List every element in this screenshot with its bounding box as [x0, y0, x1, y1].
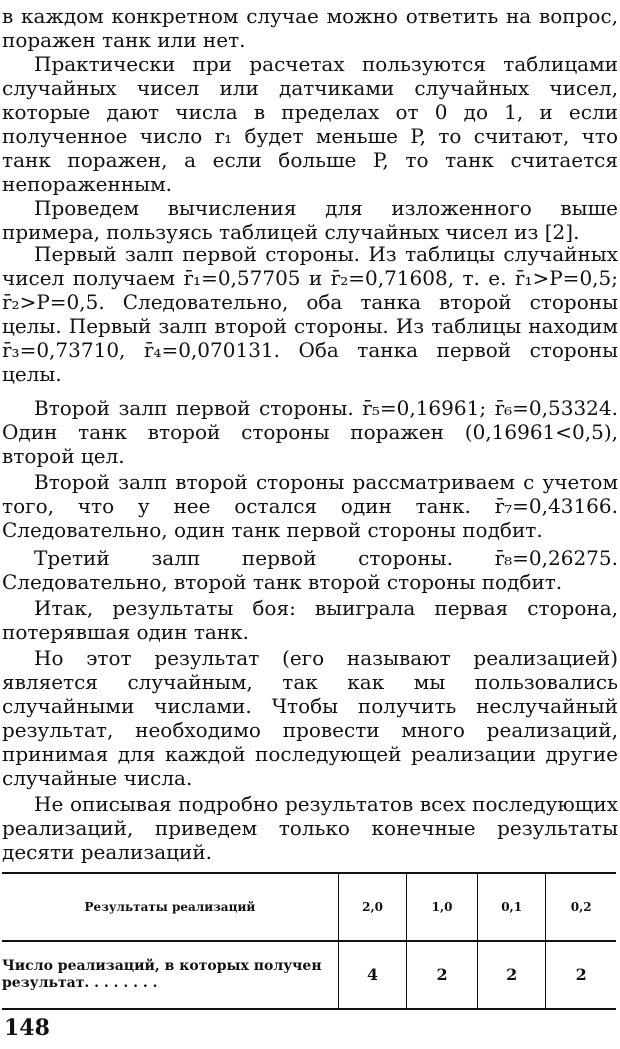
table-row	[2, 941, 616, 1009]
header-value-cell: 1,0	[407, 873, 478, 941]
header-label-cell: Результаты реализаций	[2, 873, 338, 941]
paragraph-9: Но этот результат (его называют реализацией) является случайным, так как мы пользовались случайными числами. Чтобы получить неслучайный результат, необходимо провести много реализаций, принимая для каждой последующей реализации другие случайные числа.	[2, 646, 618, 790]
row-label-cell: Число реализаций, в которых получен результат. . . . . . . .	[2, 941, 338, 1009]
results-table	[2, 872, 616, 1010]
row-value-cell: 2	[477, 941, 546, 1009]
paragraph-10: Не описывая подробно результатов всех последующих реализаций, приведем только конечные результаты десяти реализаций.	[2, 792, 618, 864]
row-value-cell: 2	[546, 941, 616, 1009]
row-value-cell: 2	[407, 941, 478, 1009]
paragraph-6: Второй залп второй стороны рассматриваем с учетом того, что у нее остался один танк. r̄₇=0,43166. Следовательно, один танк первой стороны подбит.	[2, 470, 618, 542]
paragraph-3: Проведем вычисления для изложенного выше примера, пользуясь таблицей случайных чисел из [2].	[2, 196, 618, 244]
paragraph-2: Практически при расчетах пользуются таблицами случайных чисел или датчиками случайных чисел, которые дают числа в пределах от 0 до 1, и если полученное число r₁ будет меньше P, то считают, что танк поражен, а если больше P, то танк считается непораженным.	[2, 52, 618, 196]
header-value-cell: 0,1	[477, 873, 546, 941]
paragraph-7: Третий залп первой стороны. r̄₈=0,26275. Следовательно, второй танк второй стороны подбит.	[2, 546, 618, 594]
paragraph-4: Первый залп первой стороны. Из таблицы случайных чисел получаем r̄₁=0,57705 и r̄₂=0,71608, т. е. r̄₁>P=0,5; r̄₂>P=0,5. Следовательно, оба танка второй стороны целы. Первый залп второй стороны. Из таблицы находим r̄₃=0,73710, r̄₄=0,070131. Оба танка первой стороны целы.	[2, 242, 618, 386]
page-number: 148	[4, 1015, 50, 1041]
header-value-cell: 2,0	[338, 873, 407, 941]
row-value-cell: 4	[338, 941, 407, 1009]
paragraph-1: в каждом конкретном случае можно ответить на вопрос, поражен танк или нет.	[2, 4, 618, 52]
results-table-container	[2, 872, 616, 1012]
header-value-cell: 0,2	[546, 873, 616, 941]
paragraph-5: Второй залп первой стороны. r̄₅=0,16961; r̄₆=0,53324. Один танк второй стороны поражен (0,16961<0,5), второй цел.	[2, 396, 618, 468]
table-header-row	[2, 873, 616, 941]
paragraph-8: Итак, результаты боя: выиграла первая сторона, потерявшая один танк.	[2, 596, 618, 644]
